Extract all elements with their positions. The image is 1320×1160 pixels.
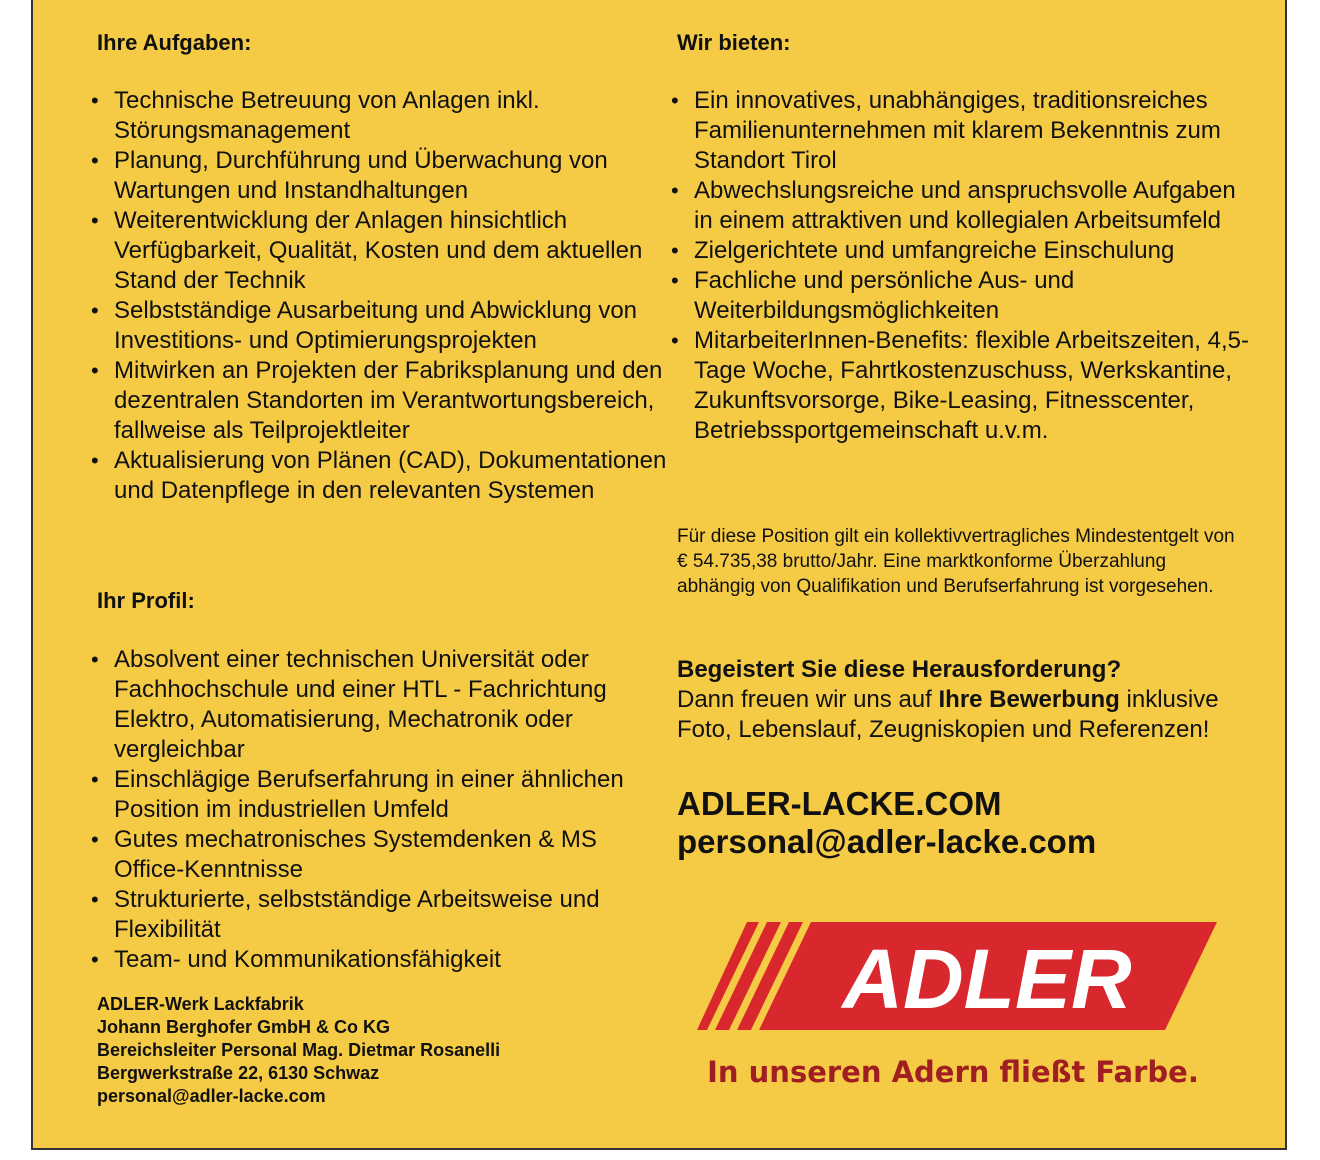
call-to-action bbox=[677, 655, 1237, 745]
offer-list bbox=[677, 86, 1257, 446]
tasks-list bbox=[97, 86, 667, 506]
cta-question: Begeistert Sie diese Herausforderung? bbox=[677, 656, 1122, 683]
email-link[interactable]: personal@adler-lacke.com bbox=[677, 823, 1097, 860]
cta-text-before: Dann freuen wir uns auf bbox=[677, 686, 939, 713]
company-address bbox=[97, 993, 500, 1108]
list-item: • Strukturierte, selbstständige Arbeitsweise und Flexibilität bbox=[97, 885, 667, 945]
cta-bold: Ihre Bewerbung bbox=[938, 686, 1120, 713]
profile-list bbox=[97, 645, 667, 975]
offer-heading: Wir bieten: bbox=[677, 30, 791, 55]
list-item: • Mitwirken an Projekten der Fabriksplanung und den dezentralen Standorten im Verantwortungsbereich, fallweise als Teilprojektleiter bbox=[97, 356, 667, 446]
list-item: • MitarbeiterInnen-Benefits: flexible Arbeitszeiten, 4,5-Tage Woche, Fahrtkostenzuschuss, Werkskantine, Zukunftsvorsorge, Bike-Leasing, Fitnesscenter, Betriebssportgemeinschaft u.v.m. bbox=[677, 326, 1257, 446]
list-item: • Weiterentwicklung der Anlagen hinsichtlich Verfügbarkeit, Qualität, Kosten und dem aktuellen Stand der Technik bbox=[97, 206, 667, 296]
logo-slogan: In unseren Adern fließt Farbe. bbox=[707, 1055, 1199, 1089]
list-item: • Team- und Kommunikationsfähigkeit bbox=[97, 945, 667, 975]
website-link[interactable]: ADLER-LACKE.COM bbox=[677, 785, 1002, 822]
address-line: Bergwerkstraße 22, 6130 Schwaz bbox=[97, 1063, 380, 1083]
list-item: • Planung, Durchführung und Überwachung von Wartungen und Instandhaltungen bbox=[97, 146, 667, 206]
list-item: • Fachliche und persönliche Aus- und Weiterbildungsmöglichkeiten bbox=[677, 266, 1257, 326]
address-line: Johann Berghofer GmbH & Co KG bbox=[97, 1017, 391, 1037]
job-advertisement bbox=[31, 0, 1287, 1150]
tasks-heading: Ihre Aufgaben: bbox=[97, 30, 252, 55]
list-item: • Gutes mechatronisches Systemdenken & MS Office-Kenntnisse bbox=[97, 825, 667, 885]
list-item: • Selbstständige Ausarbeitung und Abwicklung von Investitions- und Optimierungsprojekten bbox=[97, 296, 667, 356]
logo-brand: ADLER bbox=[842, 932, 1132, 1026]
profile-heading: Ihr Profil: bbox=[97, 588, 195, 613]
list-item: • Einschlägige Berufserfahrung in einer ähnlichen Position im industriellen Umfeld bbox=[97, 765, 667, 825]
cta-text-after: inklusive Foto, Lebenslauf, Zeugniskopien und Referenzen! bbox=[677, 686, 1219, 743]
list-item: • Zielgerichtete und umfangreiche Einschulung bbox=[677, 236, 1257, 266]
address-line: ADLER-Werk Lackfabrik bbox=[97, 994, 304, 1014]
address-email[interactable]: personal@adler-lacke.com bbox=[97, 1086, 326, 1106]
list-item: • Technische Betreuung von Anlagen inkl. Störungsmanagement bbox=[97, 86, 667, 146]
list-item: • Aktualisierung von Plänen (CAD), Dokumentationen und Datenpflege in den relevanten Systemen bbox=[97, 446, 667, 506]
address-line: Bereichsleiter Personal Mag. Dietmar Rosanelli bbox=[97, 1040, 501, 1060]
adler-logo bbox=[697, 918, 1217, 1098]
list-item: • Ein innovatives, unabhängiges, traditionsreiches Familienunternehmen mit klarem Bekenntnis zum Standort Tirol bbox=[677, 86, 1257, 176]
list-item: • Abwechslungsreiche und anspruchsvolle Aufgaben in einem attraktiven und kollegialen Arbeitsumfeld bbox=[677, 176, 1257, 236]
list-item: • Absolvent einer technischen Universität oder Fachhochschule und einer HTL - Fachrichtung Elektro, Automatisierung, Mechatronik oder vergleichbar bbox=[97, 645, 667, 765]
salary-note: Für diese Position gilt ein kollektivvertragliches Mindestentgelt von € 54.735,38 brutto/Jahr. Eine marktkonforme Überzahlung abhängig von Qualifikation und Berufserfahrung ist vorgesehen. bbox=[677, 526, 1235, 597]
